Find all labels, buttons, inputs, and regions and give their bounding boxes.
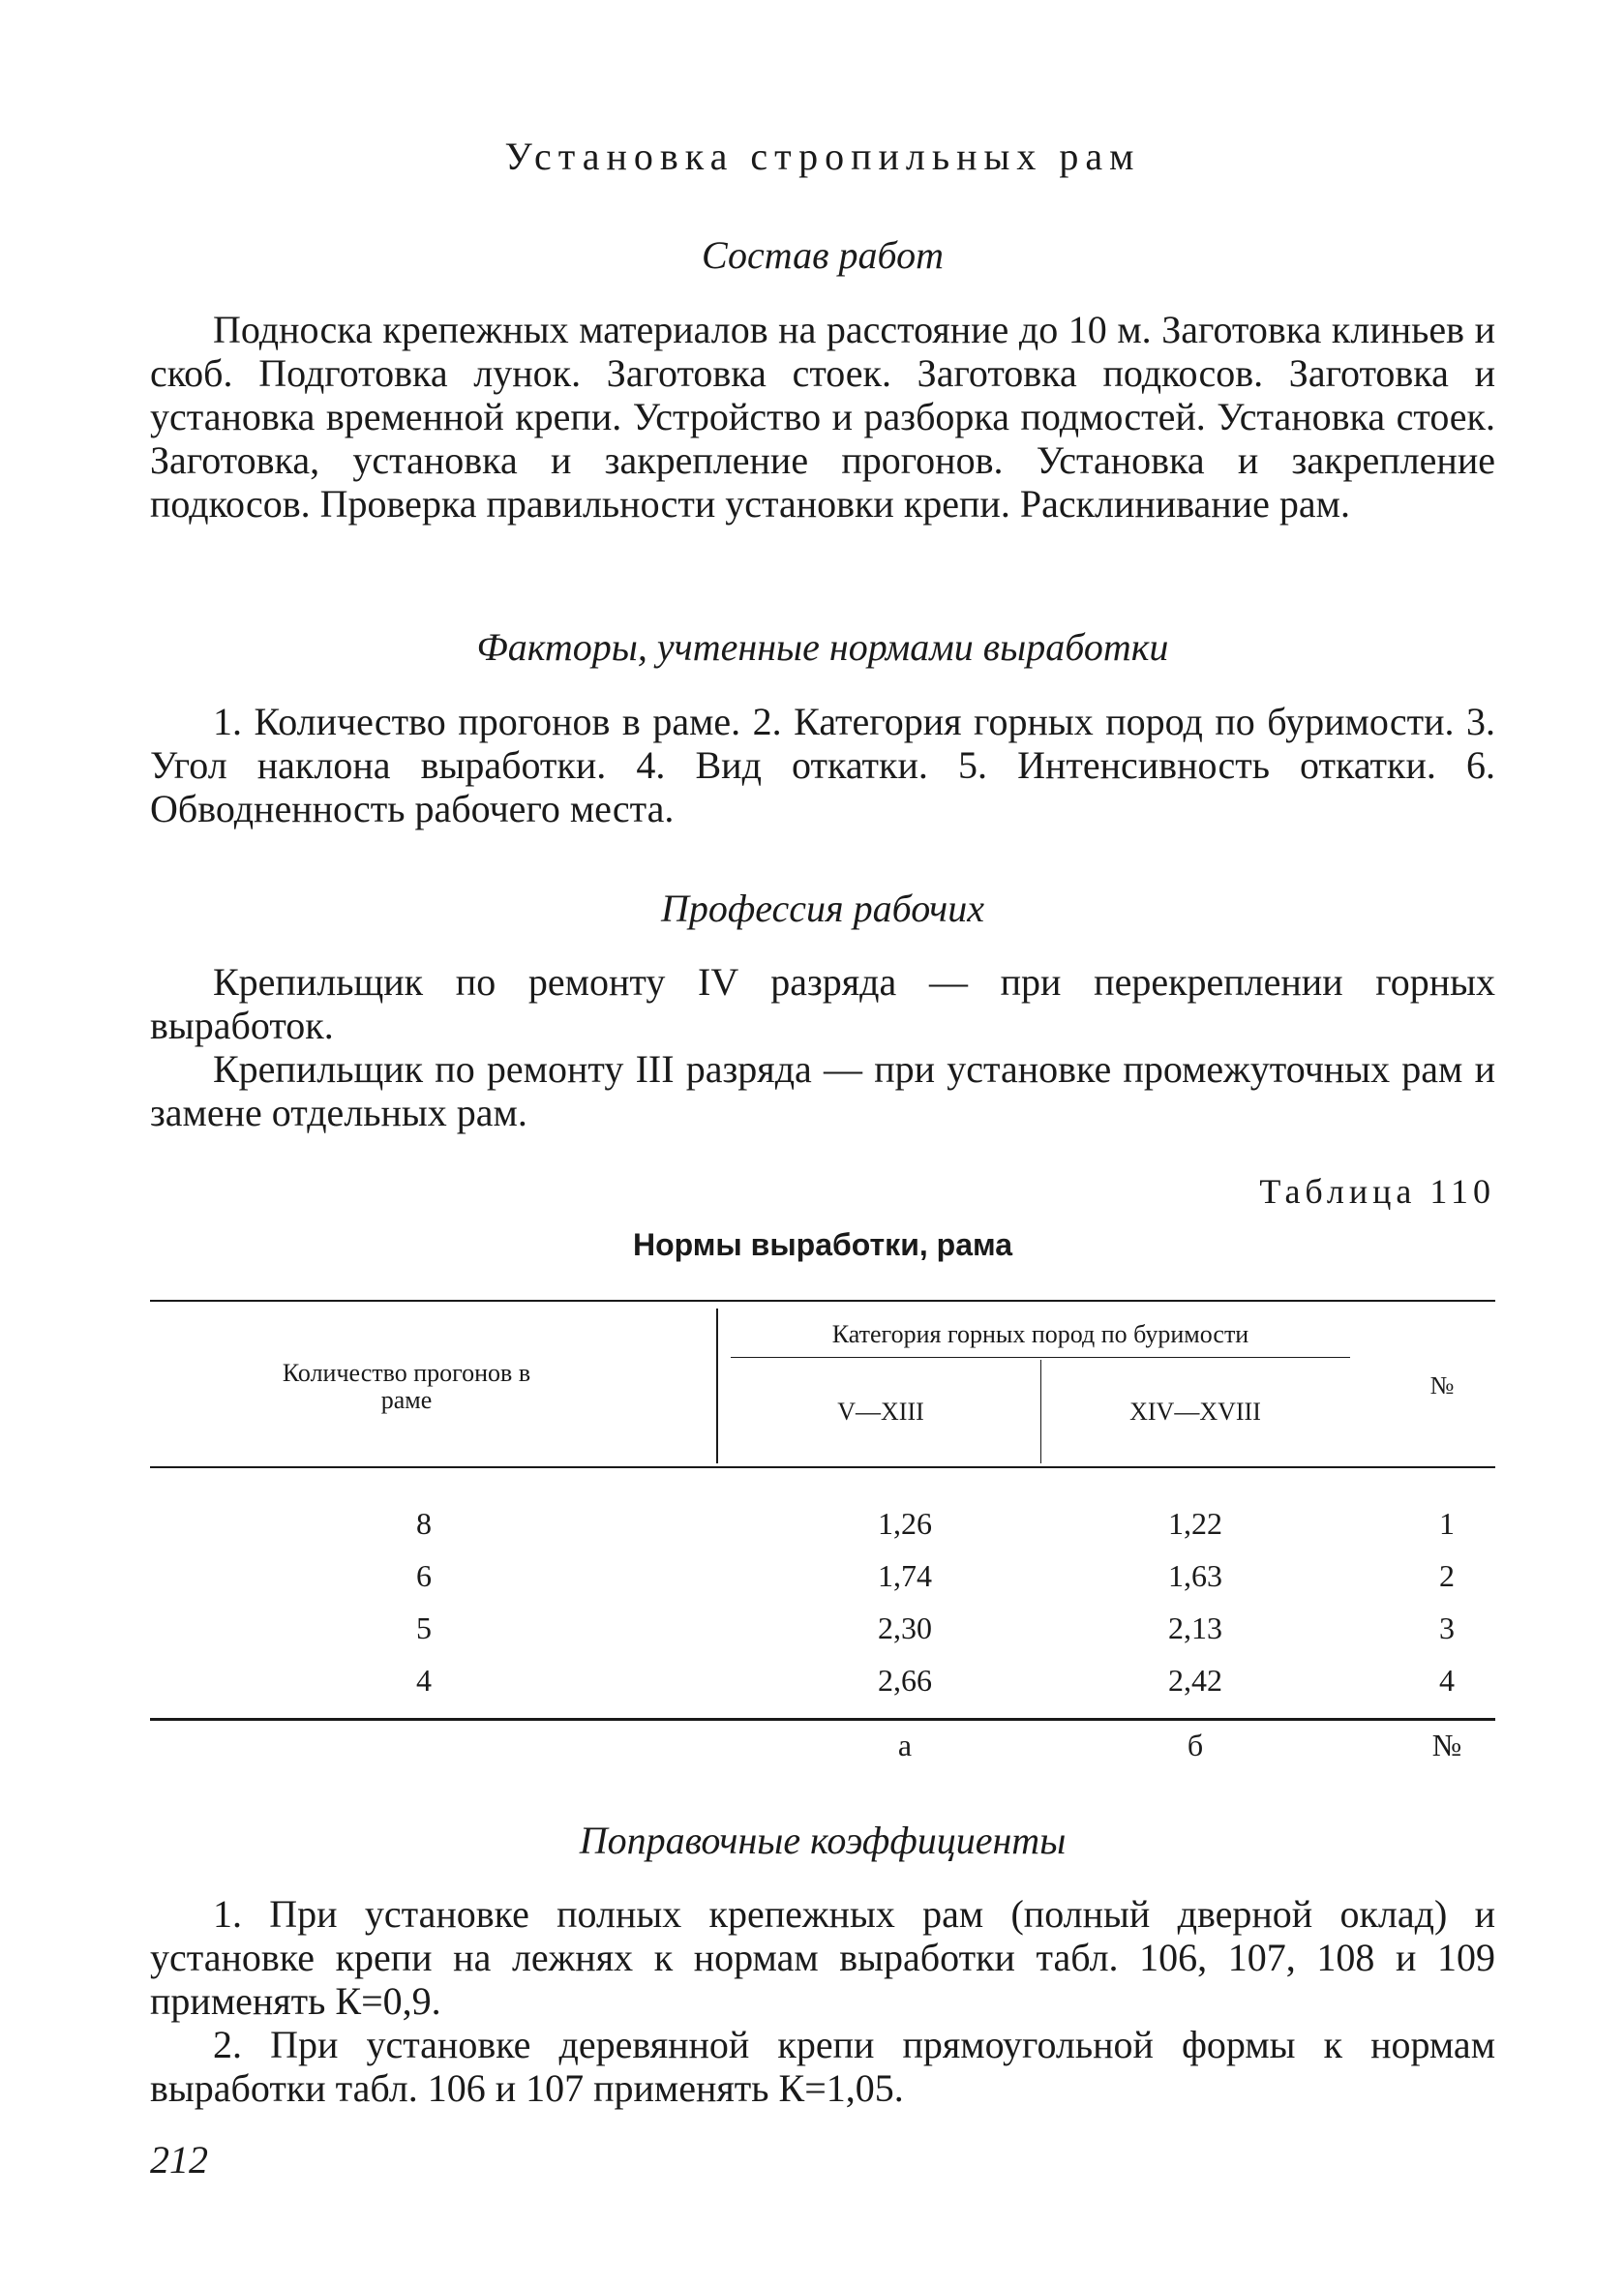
factors-text: 1. Количество прогонов в раме. 2. Категория горных пород по буримости. 3. Угол наклона выработки. 4. Вид откатки. 5. Интенсивность откатки. 6. Обводненность рабочего места. (150, 700, 1495, 830)
row-value-b: 2,13 (1168, 1610, 1222, 1645)
header-number: № (1429, 1371, 1455, 1399)
footer-col-number: № (1431, 1728, 1462, 1762)
coefficients-heading: Поправочные коэффициенты (579, 1819, 1067, 1862)
row-value-b: 1,22 (1168, 1506, 1222, 1541)
text-column (150, 0, 1495, 2287)
row-value-a: 1,26 (878, 1506, 932, 1541)
factors-heading: Факторы, учтенные нормами выработки (476, 625, 1169, 669)
header-sub-1: V—XIII (837, 1398, 924, 1426)
row-value-a: 2,30 (878, 1610, 932, 1645)
coefficients-paragraph-1: 1. При установке полных крепежных рам (полный дверной оклад) и установке крепи на лежнях к нормам выработки табл. 106, 107, 108 и 109 применять К=0,9. (150, 1892, 1495, 2023)
row-value-b: 2,42 (1168, 1663, 1222, 1698)
profession-heading: Профессия рабочих (660, 887, 984, 930)
footer-col-b: б (1187, 1728, 1204, 1762)
header-sub-divider (1040, 1360, 1041, 1463)
row-number: 3 (1439, 1610, 1455, 1645)
work-composition-text: Подноска крепежных материалов на расстояние до 10 м. Заготовка клиньев и скоб. Подготовка лунок. Заготовка стоек. Заготовка подкосов. Заготовка и установка временной крепи. Устройство и разборка подмостей. Установка стоек. Заготовка, установка и закрепление прогонов. Установка и закрепление подкосов. Проверка правильности установки крепи. Расклинивание рам. (150, 308, 1495, 526)
row-value-a: 2,66 (878, 1663, 932, 1698)
table-title: Нормы выработки, рама (632, 1227, 1013, 1262)
table-header-divider (716, 1309, 718, 1463)
profession-paragraph-1: Крепильщик по ремонту IV разряда — при перекреплении горных выработок. (150, 960, 1495, 1047)
table-top-rule (150, 1300, 1495, 1302)
table-number-label: Таблица 110 (1259, 1172, 1495, 1211)
coefficients-paragraph-2: 2. При установке деревянной крепи прямоугольной формы к нормам выработки табл. 106 и 107 применять К=1,05. (150, 2023, 1495, 2110)
row-count: 8 (416, 1506, 432, 1541)
row-number: 1 (1439, 1506, 1455, 1541)
footer-col-a: а (897, 1728, 913, 1762)
row-value-b: 1,63 (1168, 1558, 1222, 1593)
row-number: 4 (1439, 1663, 1455, 1698)
header-rock-category: Категория горных пород по буримости (831, 1320, 1249, 1348)
page-number: 212 (150, 2138, 208, 2182)
page-title: Установка стропильных рам (504, 135, 1141, 178)
row-count: 5 (416, 1610, 432, 1645)
row-number: 2 (1439, 1558, 1455, 1593)
profession-paragraph-2: Крепильщик по ремонту III разряда — при установке промежуточных рам и замене отдельных рам. (150, 1047, 1495, 1134)
work-composition-heading: Состав работ (702, 233, 944, 277)
row-count: 4 (416, 1663, 432, 1698)
header-group-rule (731, 1357, 1350, 1358)
row-value-a: 1,74 (878, 1558, 932, 1593)
row-count: 6 (416, 1558, 432, 1593)
table-header-rule (150, 1466, 1495, 1468)
table-bottom-rule (150, 1718, 1495, 1721)
header-runs-count: Количество прогонов в раме (282, 1359, 531, 1414)
header-sub-2: XIV—XVIII (1129, 1398, 1261, 1426)
